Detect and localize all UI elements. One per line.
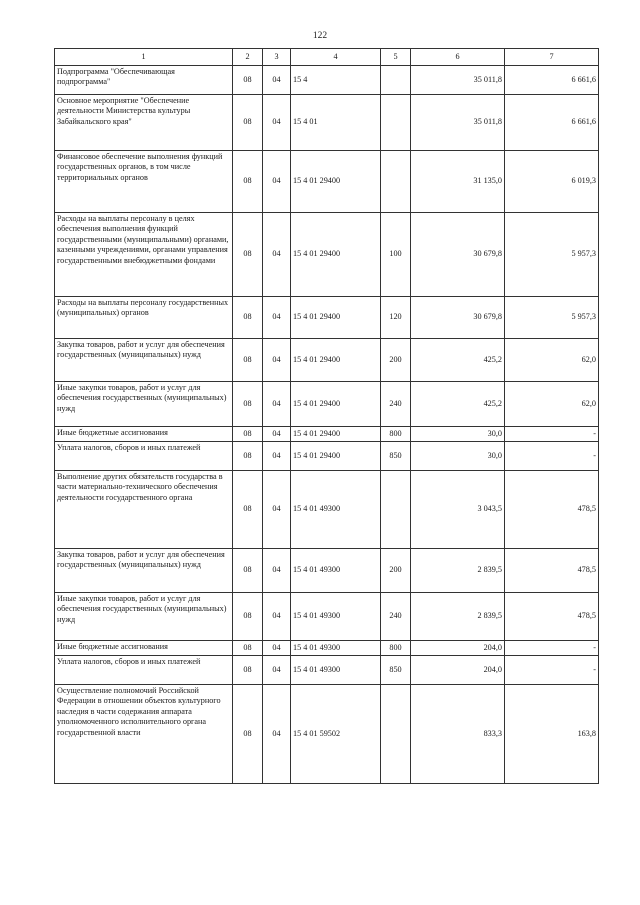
row-target-code: 15 4 01 29400 [291, 213, 381, 297]
row-amount-actual: 62,0 [505, 382, 599, 427]
row-amount-plan: 425,2 [411, 339, 505, 382]
row-expense-type: 800 [381, 641, 411, 656]
row-amount-actual: 478,5 [505, 593, 599, 641]
table-row [55, 382, 599, 427]
row-name: Осуществление полномочий Российской Федерации в отношении объектов культурного наследия в части содержания аппарата уполномоченного исполнительного органа государственной власти [55, 685, 233, 784]
row-target-code: 15 4 01 49300 [291, 641, 381, 656]
row-amount-plan: 2 839,5 [411, 593, 505, 641]
row-amount-actual: 6 661,6 [505, 95, 599, 151]
row-amount-actual: 6 019,3 [505, 151, 599, 213]
row-name: Финансовое обеспечение выполнения функций государственных органов, в том числе территориальных органов [55, 151, 233, 213]
row-section: 08 [233, 427, 263, 442]
row-expense-type: 200 [381, 549, 411, 593]
row-amount-plan: 833,3 [411, 685, 505, 784]
row-section: 08 [233, 297, 263, 339]
row-amount-actual: 478,5 [505, 471, 599, 549]
row-subsection: 04 [263, 593, 291, 641]
row-amount-actual: - [505, 442, 599, 471]
row-expense-type [381, 95, 411, 151]
column-header: 4 [291, 49, 381, 66]
row-subsection: 04 [263, 549, 291, 593]
row-name: Основное мероприятие "Обеспечение деятельности Министерства культуры Забайкальского края" [55, 95, 233, 151]
row-subsection: 04 [263, 66, 291, 95]
row-expense-type: 120 [381, 297, 411, 339]
row-amount-actual: 5 957,3 [505, 297, 599, 339]
row-amount-plan: 31 135,0 [411, 151, 505, 213]
row-target-code: 15 4 01 29400 [291, 427, 381, 442]
row-section: 08 [233, 151, 263, 213]
column-header: 1 [55, 49, 233, 66]
row-subsection: 04 [263, 641, 291, 656]
table-row [55, 339, 599, 382]
row-section: 08 [233, 593, 263, 641]
row-section: 08 [233, 339, 263, 382]
row-section: 08 [233, 656, 263, 685]
row-subsection: 04 [263, 471, 291, 549]
row-amount-actual: 478,5 [505, 549, 599, 593]
row-amount-actual: 62,0 [505, 339, 599, 382]
row-section: 08 [233, 641, 263, 656]
row-section: 08 [233, 442, 263, 471]
column-header: 7 [505, 49, 599, 66]
row-expense-type: 100 [381, 213, 411, 297]
row-expense-type [381, 471, 411, 549]
column-header: 3 [263, 49, 291, 66]
row-section: 08 [233, 213, 263, 297]
row-target-code: 15 4 01 [291, 95, 381, 151]
row-section: 08 [233, 382, 263, 427]
row-section: 08 [233, 549, 263, 593]
row-section: 08 [233, 66, 263, 95]
table-row [55, 641, 599, 656]
row-expense-type [381, 66, 411, 95]
row-name: Закупка товаров, работ и услуг для обеспечения государственных (муниципальных) нужд [55, 339, 233, 382]
row-amount-actual: - [505, 641, 599, 656]
row-name: Иные бюджетные ассигнования [55, 641, 233, 656]
row-target-code: 15 4 01 29400 [291, 382, 381, 427]
row-expense-type: 850 [381, 442, 411, 471]
row-amount-plan: 30 679,8 [411, 213, 505, 297]
row-section: 08 [233, 95, 263, 151]
row-target-code: 15 4 01 49300 [291, 593, 381, 641]
table-row [55, 95, 599, 151]
table-row [55, 442, 599, 471]
row-target-code: 15 4 01 29400 [291, 339, 381, 382]
row-target-code: 15 4 01 29400 [291, 151, 381, 213]
row-subsection: 04 [263, 151, 291, 213]
row-target-code: 15 4 01 49300 [291, 549, 381, 593]
row-target-code: 15 4 01 29400 [291, 297, 381, 339]
row-target-code: 15 4 01 49300 [291, 656, 381, 685]
table-row [55, 213, 599, 297]
row-name: Уплата налогов, сборов и иных платежей [55, 442, 233, 471]
row-subsection: 04 [263, 95, 291, 151]
table-row [55, 593, 599, 641]
row-amount-plan: 35 011,8 [411, 95, 505, 151]
row-amount-actual: - [505, 656, 599, 685]
row-expense-type: 240 [381, 593, 411, 641]
row-amount-actual: - [505, 427, 599, 442]
row-name: Иные бюджетные ассигнования [55, 427, 233, 442]
row-subsection: 04 [263, 442, 291, 471]
row-amount-plan: 425,2 [411, 382, 505, 427]
row-target-code: 15 4 01 29400 [291, 442, 381, 471]
row-amount-plan: 3 043,5 [411, 471, 505, 549]
row-amount-plan: 204,0 [411, 641, 505, 656]
page-number: 122 [312, 31, 328, 41]
row-amount-actual: 6 661,6 [505, 66, 599, 95]
row-expense-type: 200 [381, 339, 411, 382]
table-row [55, 66, 599, 95]
row-name: Закупка товаров, работ и услуг для обеспечения государственных (муниципальных) нужд [55, 549, 233, 593]
row-amount-actual: 5 957,3 [505, 213, 599, 297]
table-row [55, 151, 599, 213]
row-amount-plan: 204,0 [411, 656, 505, 685]
row-section: 08 [233, 685, 263, 784]
table-row [55, 656, 599, 685]
row-amount-plan: 30,0 [411, 442, 505, 471]
row-subsection: 04 [263, 382, 291, 427]
table-row [55, 549, 599, 593]
table-row [55, 471, 599, 549]
column-header: 6 [411, 49, 505, 66]
row-amount-plan: 35 011,8 [411, 66, 505, 95]
table-header-row [55, 49, 599, 66]
row-amount-plan: 30 679,8 [411, 297, 505, 339]
row-expense-type: 240 [381, 382, 411, 427]
row-name: Иные закупки товаров, работ и услуг для обеспечения государственных (муниципальных) нужд [55, 593, 233, 641]
table-row [55, 427, 599, 442]
row-amount-plan: 2 839,5 [411, 549, 505, 593]
row-expense-type [381, 685, 411, 784]
row-subsection: 04 [263, 297, 291, 339]
table-row [55, 297, 599, 339]
column-header: 2 [233, 49, 263, 66]
row-expense-type: 850 [381, 656, 411, 685]
row-name: Иные закупки товаров, работ и услуг для обеспечения государственных (муниципальных) нужд [55, 382, 233, 427]
row-subsection: 04 [263, 685, 291, 784]
row-target-code: 15 4 01 49300 [291, 471, 381, 549]
row-name: Уплата налогов, сборов и иных платежей [55, 656, 233, 685]
row-name: Расходы на выплаты персоналу в целях обеспечения выполнения функций государственными (муниципальными) органами, казенными учреждениями, органами управления государственными внебюджетными фондами [55, 213, 233, 297]
row-expense-type: 800 [381, 427, 411, 442]
row-amount-actual: 163,8 [505, 685, 599, 784]
row-name: Подпрограмма "Обеспечивающая подпрограмма" [55, 66, 233, 95]
row-amount-plan: 30,0 [411, 427, 505, 442]
row-name: Расходы на выплаты персоналу государственных (муниципальных) органов [55, 297, 233, 339]
row-subsection: 04 [263, 427, 291, 442]
row-expense-type [381, 151, 411, 213]
column-header: 5 [381, 49, 411, 66]
budget-table [54, 48, 599, 784]
row-subsection: 04 [263, 213, 291, 297]
row-name: Выполнение других обязательств государства в части материально-технического обеспечения деятельности государственного органа [55, 471, 233, 549]
row-subsection: 04 [263, 656, 291, 685]
row-target-code: 15 4 [291, 66, 381, 95]
row-target-code: 15 4 01 59502 [291, 685, 381, 784]
row-section: 08 [233, 471, 263, 549]
row-subsection: 04 [263, 339, 291, 382]
table-row [55, 685, 599, 784]
